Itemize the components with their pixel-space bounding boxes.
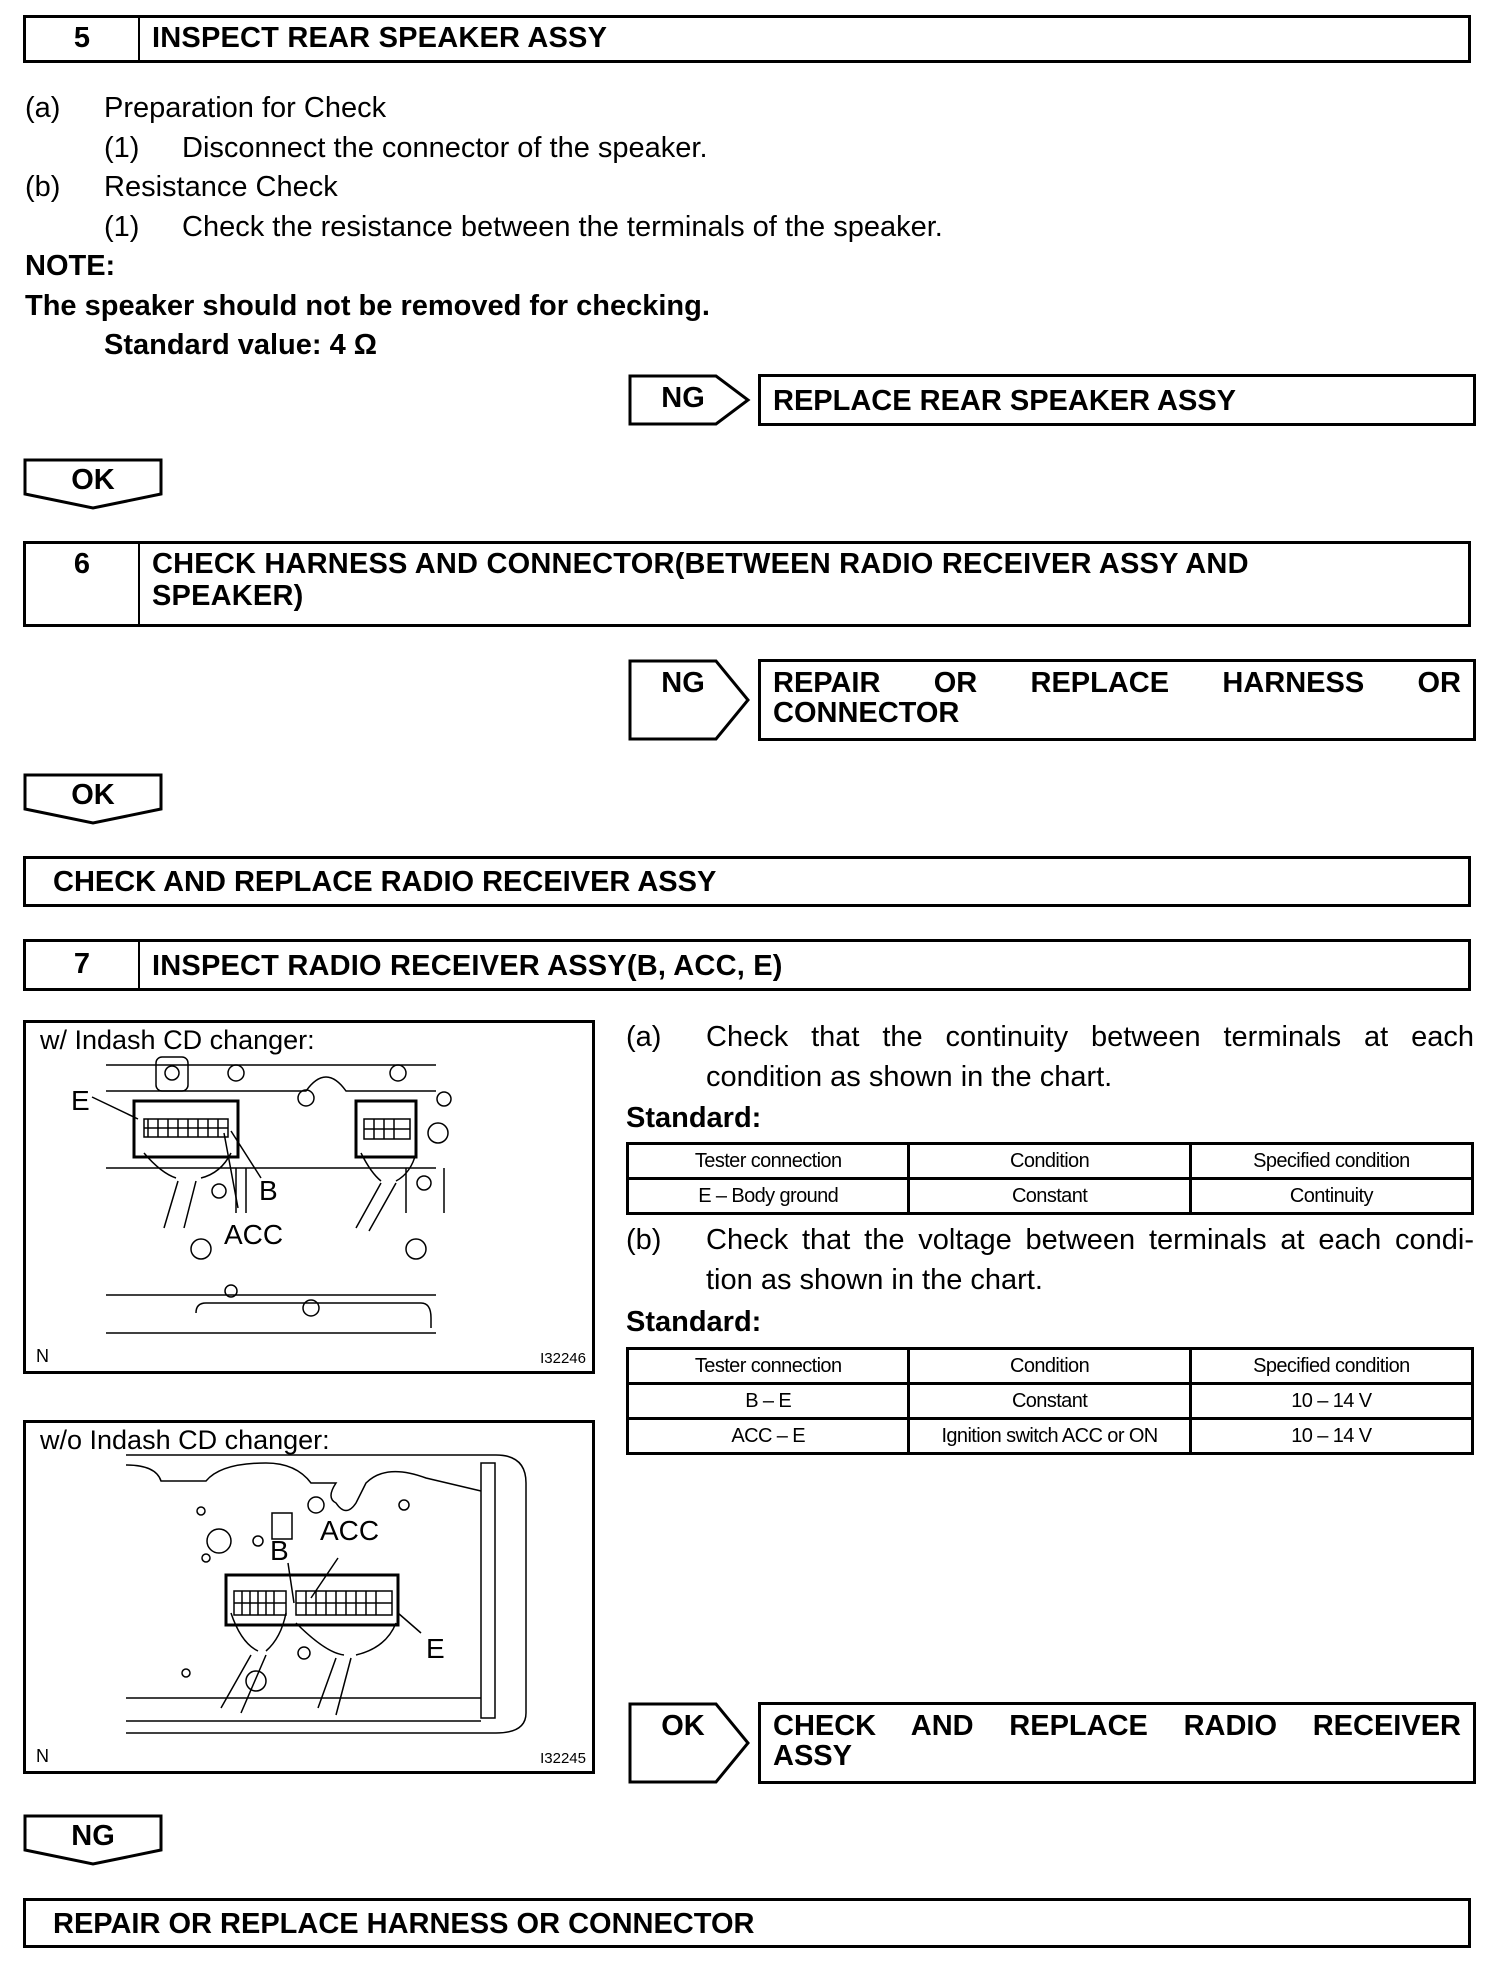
standard-label: Standard: <box>626 1102 762 1134</box>
ng-result <box>758 659 1476 741</box>
table-header-row <box>628 1144 1473 1179</box>
item-text-line2: tion as shown in the chart. <box>706 1264 1043 1296</box>
step-number: 7 <box>26 942 140 988</box>
step-title <box>140 544 1468 624</box>
step-title-line2: SPEAKER) <box>152 580 304 612</box>
voltage-table <box>626 1347 1474 1455</box>
ng-result: REPLACE REAR SPEAKER ASSY <box>758 374 1476 426</box>
ng-label: NG <box>71 1820 115 1852</box>
item-text: Check that the continuity between terminals at each condition as shown in the chart. <box>706 1021 1474 1093</box>
sub-item-marker: (1) <box>104 211 140 243</box>
sub-item-marker: (1) <box>104 132 140 164</box>
step-number: 6 <box>26 544 140 624</box>
item-marker: (a) <box>626 1021 662 1053</box>
figure-caption: w/o Indash CD changer: <box>40 1425 330 1455</box>
item-text <box>706 1220 1474 1300</box>
ok-result-line1: CHECK AND REPLACE RADIO RECEIVER <box>773 1710 1461 1742</box>
ng-result-line1: REPAIR OR REPLACE HARNESS OR <box>773 667 1461 699</box>
terminal-label-acc: ACC <box>320 1515 380 1546</box>
figure-corner-mark: N <box>36 1346 49 1366</box>
sub-item-text: Disconnect the connector of the speaker. <box>182 132 708 164</box>
figure-code: I32246 <box>540 1350 586 1367</box>
terminal-label-e: E <box>71 1085 90 1116</box>
ok-branch <box>628 1702 1476 1784</box>
radio-connector-diagram <box>26 1023 595 1374</box>
standard-value: Standard value: 4 Ω <box>104 329 378 361</box>
ok-result <box>758 1702 1476 1784</box>
figure-with-cd-changer <box>23 1020 595 1374</box>
standard-label: Standard: <box>626 1306 762 1338</box>
table-cell: Ignition switch ACC or ON <box>909 1419 1190 1454</box>
table-cell: Continuity <box>1190 1179 1472 1214</box>
note-label: NOTE: <box>25 250 116 282</box>
table-header: Tester connection <box>628 1349 909 1384</box>
continuity-table <box>626 1142 1474 1215</box>
note-text: The speaker should not be removed for checking. <box>25 290 710 322</box>
ok-label: OK <box>71 464 115 496</box>
ok-branch <box>23 773 163 825</box>
ok-label: OK <box>71 779 115 811</box>
terminal-label-acc: ACC <box>224 1219 284 1250</box>
step-title: INSPECT REAR SPEAKER ASSY <box>152 22 608 54</box>
ng-result-line2: CONNECTOR <box>773 697 960 729</box>
table-header: Tester connection <box>628 1144 909 1179</box>
check-b <box>626 1220 1474 1300</box>
item-marker: (a) <box>25 92 61 124</box>
ng-branch <box>628 374 1476 426</box>
step-5-header <box>23 15 1471 63</box>
radio-connector-diagram <box>26 1423 595 1774</box>
table-row <box>628 1179 1473 1214</box>
figure-code: I32245 <box>540 1750 586 1767</box>
step-7-header <box>23 939 1471 991</box>
table-cell: 10 – 14 V <box>1190 1384 1472 1419</box>
ng-branch <box>628 659 1476 741</box>
table-header-row <box>628 1349 1473 1384</box>
ng-label: NG <box>661 667 705 699</box>
figure-without-cd-changer <box>23 1420 595 1774</box>
terminal-label-e: E <box>426 1633 445 1664</box>
item-text-line1: Check that the voltage between terminals at each condi- <box>706 1224 1474 1256</box>
table-row <box>628 1384 1473 1419</box>
ng-label: NG <box>661 382 705 414</box>
table-header: Specified condition <box>1190 1144 1472 1179</box>
ng-branch <box>23 1814 163 1866</box>
table-cell: E – Body ground <box>628 1179 909 1214</box>
result-box: REPAIR OR REPLACE HARNESS OR CONNECTOR <box>23 1898 1471 1948</box>
figure-corner-mark: N <box>36 1746 49 1766</box>
item-text: Preparation for Check <box>104 92 387 124</box>
check-a <box>626 1017 1474 1097</box>
step-number: 5 <box>26 18 140 60</box>
terminal-label-b: B <box>259 1175 278 1206</box>
step-title-line1: CHECK HARNESS AND CONNECTOR(BETWEEN RADIO RECEIVER ASSY AND <box>152 548 1249 580</box>
ok-result-line2: ASSY <box>773 1740 852 1772</box>
table-cell: ACC – E <box>628 1419 909 1454</box>
ok-label: OK <box>661 1710 705 1742</box>
table-header: Specified condition <box>1190 1349 1472 1384</box>
item-marker: (b) <box>626 1224 662 1256</box>
item-text: Resistance Check <box>104 171 338 203</box>
sub-item-text: Check the resistance between the terminals of the speaker. <box>182 211 943 243</box>
step-title: INSPECT RADIO RECEIVER ASSY(B, ACC, E) <box>152 950 783 982</box>
result-box: CHECK AND REPLACE RADIO RECEIVER ASSY <box>23 856 1471 907</box>
table-header: Condition <box>909 1349 1190 1384</box>
item-marker: (b) <box>25 171 61 203</box>
figure-caption: w/ Indash CD changer: <box>40 1025 315 1055</box>
ok-branch <box>23 458 163 510</box>
table-cell: B – E <box>628 1384 909 1419</box>
terminal-label-b: B <box>270 1535 289 1566</box>
table-header: Condition <box>909 1144 1190 1179</box>
table-cell: Constant <box>909 1179 1190 1214</box>
table-cell: Constant <box>909 1384 1190 1419</box>
step-6-header <box>23 541 1471 627</box>
table-cell: 10 – 14 V <box>1190 1419 1472 1454</box>
table-row <box>628 1419 1473 1454</box>
